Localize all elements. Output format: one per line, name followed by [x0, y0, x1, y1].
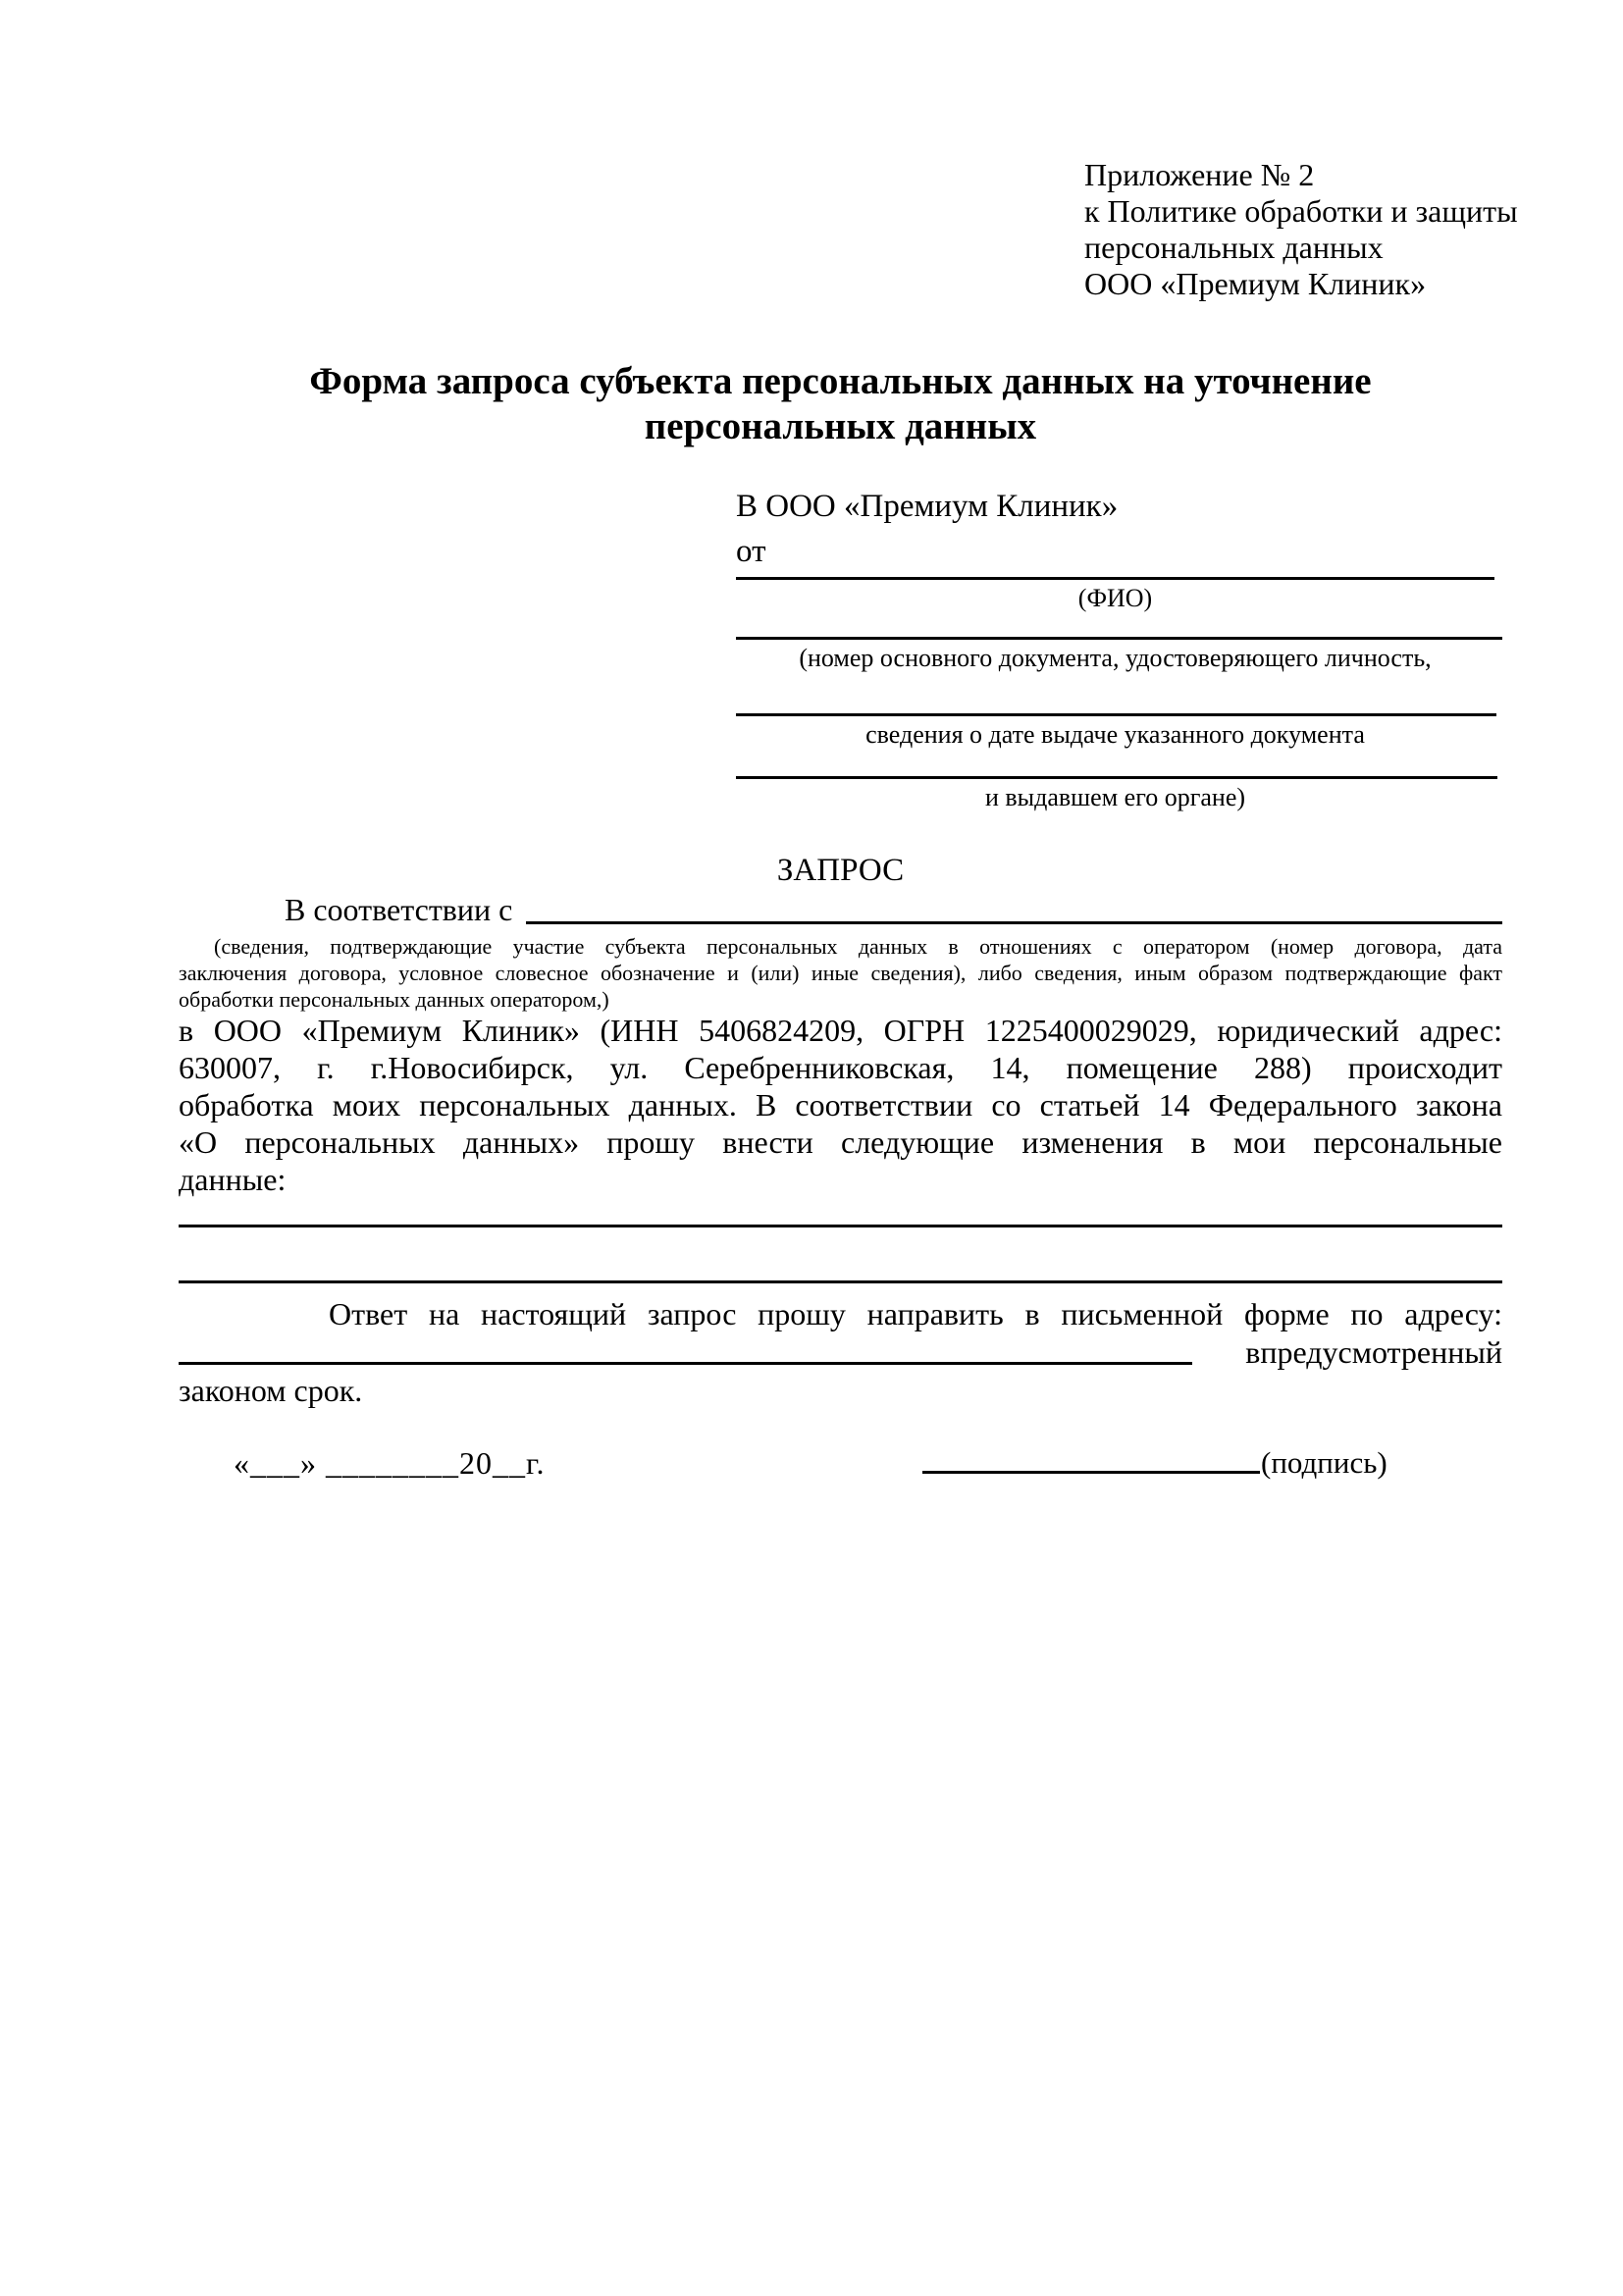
request-heading: ЗАПРОС [776, 853, 905, 888]
document-title [179, 359, 1502, 449]
intro-row [179, 891, 1502, 929]
fio-caption: (ФИО) [1077, 584, 1153, 612]
addressee-to: В ООО «Премиум Клиник» [736, 489, 1119, 524]
appendix-header-line: Приложение № 2 [1084, 157, 1315, 192]
changes-blank-line-2 [179, 1280, 1502, 1283]
reply-line-3: законом срок. [179, 1373, 363, 1408]
body-line: «О персональных данных» прошу внести следующие изменения в мои персональные [179, 1124, 1502, 1160]
issue-date-blank-line [736, 713, 1496, 716]
intro-prefix: В соответствии с [285, 892, 513, 927]
appendix-header-line: к Политике обработки и защиты [1084, 193, 1518, 229]
signature-caption: (подпись) [1261, 1445, 1387, 1480]
addressee-from-label: от [736, 534, 766, 569]
document-number-blank-line [736, 637, 1502, 640]
reply-word: в [1245, 1334, 1261, 1370]
basis-blank-line [526, 921, 1502, 924]
body-line: в ООО «Премиум Клиник» (ИНН 5406824209, ОГРН 1225400029029, юридический адрес: [179, 1013, 1502, 1048]
body-line: данные: [179, 1162, 287, 1197]
document-title-line: Форма запроса субъекта персональных данных на уточнение [309, 360, 1372, 402]
document-title-line: персональных данных [644, 405, 1037, 447]
address-blank-line [179, 1362, 1192, 1365]
appendix-header-line: ООО «Премиум Клиник» [1084, 266, 1427, 301]
note-line: (сведения, подтверждающие участие субъекта персональных данных в отношениях с оператором (номер договора, дата [214, 934, 1502, 959]
date-blank: «___» ________20__г. [234, 1445, 546, 1481]
issuing-authority-blank-line [736, 776, 1497, 779]
issuing-authority-caption: и выдавшем его органе) [984, 783, 1246, 811]
signature-blank-line [922, 1471, 1260, 1474]
fio-blank-line [736, 577, 1494, 580]
explanatory-note [179, 933, 1502, 1013]
reply-word: предусмотренный [1260, 1334, 1502, 1370]
appendix-header-line: персональных данных [1084, 230, 1384, 265]
note-line: заключения договора, условное словесное обозначение и (или) иные сведения), либо сведения, иным образом подтверждающие факт [179, 961, 1502, 985]
note-line: обработки персональных данных оператором,) [179, 987, 609, 1012]
issue-date-caption: сведения о дате выдаче указанного документа [865, 720, 1365, 749]
body-line: обработка моих персональных данных. В соответствии со статьей 14 Федерального закона [179, 1087, 1502, 1122]
document-number-caption: (номер основного документа, удостоверяющего личность, [799, 644, 1432, 672]
appendix-header [1084, 157, 1518, 302]
reply-line-1: Ответ на настоящий запрос прошу направить в письменной форме по адресу: [329, 1296, 1502, 1331]
request-body [179, 1012, 1502, 1198]
body-line: 630007, г. г.Новосибирск, ул. Серебренниковская, 14, помещение 288) происходит [179, 1050, 1502, 1085]
changes-blank-line-1 [179, 1225, 1502, 1227]
reply-line-2 [179, 1332, 1502, 1370]
